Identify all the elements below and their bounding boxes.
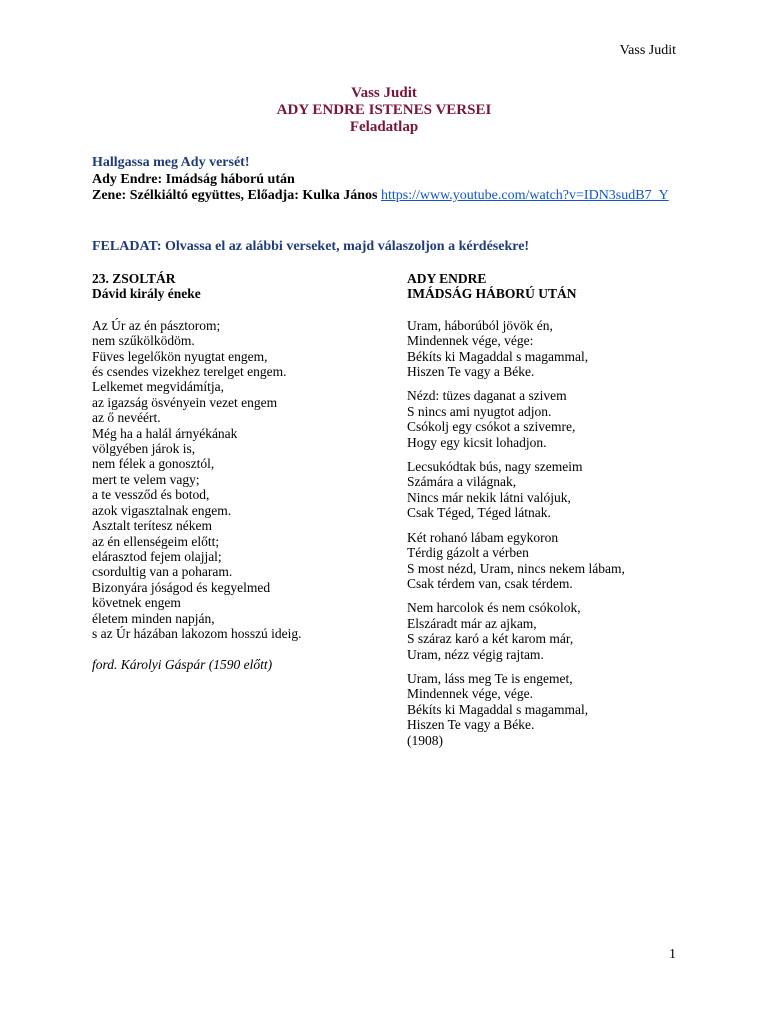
stanza bbox=[407, 530, 687, 592]
page-number: 1 bbox=[669, 947, 676, 962]
title-author: Vass Judit bbox=[351, 85, 417, 101]
stanza bbox=[407, 600, 687, 662]
title-main: ADY ENDRE ISTENES VERSEI bbox=[276, 102, 492, 118]
poem-line: nem szűkölködöm. bbox=[92, 333, 195, 349]
poem-line: nem félek a gonosztól, bbox=[92, 456, 215, 472]
ady-poem-author: ADY ENDRE bbox=[407, 271, 487, 286]
stanza bbox=[407, 318, 687, 380]
translator-credit: ford. Károlyi Gáspár (1590 előtt) bbox=[92, 657, 273, 673]
ady-poem-column bbox=[407, 271, 687, 757]
poem-reference: Ady Endre: Imádság háború után bbox=[92, 171, 295, 187]
header-author: Vass Judit bbox=[619, 43, 676, 58]
poem-line: az igazság ösvényein vezet engem bbox=[92, 394, 278, 410]
music-credit: Zene: Szélkiáltó együttes, Előadja: Kulka János bbox=[92, 188, 378, 203]
poem-line: Mindennek vége, vége. bbox=[407, 686, 533, 702]
poem-line: Lelkemet megvidámítja, bbox=[92, 379, 224, 395]
psalm-heading bbox=[92, 271, 382, 302]
poem-line: Hiszen Te vagy a Béke. bbox=[407, 717, 535, 733]
listen-instruction: Hallgassa meg Ady versét! bbox=[92, 155, 250, 170]
psalm-title: 23. ZSOLTÁR bbox=[92, 271, 176, 286]
poem-line: Békíts ki Magaddal s magammal, bbox=[407, 701, 589, 717]
poem-line: Csak térdem van, csak térdem. bbox=[407, 575, 573, 591]
stanza bbox=[407, 388, 687, 450]
ady-poem-heading bbox=[407, 271, 687, 302]
poem-line: Hiszen Te vagy a Béke. bbox=[407, 364, 535, 380]
poem-line: követnek engem bbox=[92, 595, 181, 611]
youtube-link[interactable]: https://www.youtube.com/watch?v=IDN3sudB7_Y bbox=[380, 188, 669, 203]
intro-block bbox=[92, 155, 682, 205]
poem-line: Nézd: tüzes daganat a szivem bbox=[407, 388, 567, 404]
poem-line: Az Úr az én pásztorom; bbox=[92, 317, 221, 333]
poem-line: Uram, nézz végig rajtam. bbox=[407, 646, 544, 662]
poem-line: az én ellenségeim előtt; bbox=[92, 533, 220, 549]
poem-line: Csókolj egy csókot a szivemre, bbox=[407, 419, 576, 435]
poem-line: Csak Téged, Téged látnak. bbox=[407, 505, 551, 521]
psalm-subtitle: Dávid király éneke bbox=[92, 286, 201, 302]
poem-line: Bizonyára jóságod és kegyelmed bbox=[92, 579, 271, 595]
poem-line: Elszáradt már az ajkam, bbox=[407, 615, 537, 631]
poem-line: Uram, láss meg Te is engemet, bbox=[407, 670, 573, 686]
poem-line: Térdig gázolt a vérben bbox=[407, 545, 529, 561]
document-title-block bbox=[0, 85, 768, 136]
poem-line: csordultig van a poharam. bbox=[92, 564, 233, 580]
poem-line: S most nézd, Uram, nincs nekem lábam, bbox=[407, 560, 625, 576]
poem-line: Számára a világnak, bbox=[407, 474, 517, 490]
poem-line: Lecsukódtak bús, nagy szemeim bbox=[407, 459, 583, 475]
title-sub: Feladatlap bbox=[349, 119, 419, 135]
poem-line: azok vigasztalnak engem. bbox=[92, 502, 232, 518]
stanza bbox=[407, 459, 687, 521]
task-instruction: FELADAT: Olvassa el az alábbi verseket, majd válaszoljon a kérdésekre! bbox=[92, 239, 530, 254]
poem-line: Békíts ki Magaddal s magammal, bbox=[407, 348, 589, 364]
poem-line: s az Úr házában lakozom hosszú ideig. bbox=[92, 625, 302, 641]
poem-line: Mindennek vége, vége: bbox=[407, 333, 534, 349]
poem-line: az ő nevéért. bbox=[92, 410, 161, 426]
music-line bbox=[92, 188, 682, 205]
poem-year: (1908) bbox=[407, 732, 443, 748]
poem-line: Még ha a halál árnyékának bbox=[92, 425, 238, 441]
poem-line: életem minden napján, bbox=[92, 610, 215, 626]
poem-line: S nincs ami nyugtot adjon. bbox=[407, 403, 552, 419]
poem-line: Füves legelőkön nyugtat engem, bbox=[92, 348, 268, 364]
psalm-text bbox=[92, 318, 382, 642]
poem-line: Nincs már nekik látni valójuk, bbox=[407, 489, 571, 505]
poem-line: és csendes vizekhez terelget engem. bbox=[92, 364, 287, 380]
poem-line: Asztalt terítesz nékem bbox=[92, 518, 212, 534]
poem-line: mert te velem vagy; bbox=[92, 471, 200, 487]
psalm-column bbox=[92, 271, 382, 673]
poem-line: Nem harcolok és nem csókolok, bbox=[407, 600, 581, 616]
ady-poem-title: IMÁDSÁG HÁBORÚ UTÁN bbox=[407, 286, 577, 302]
poem-line: a te vessződ és botod, bbox=[92, 487, 210, 503]
poem-line: S száraz karó a két karom már, bbox=[407, 631, 574, 647]
poem-line: elárasztod fejem olajjal; bbox=[92, 548, 222, 564]
poem-line: Uram, háborúból jövök én, bbox=[407, 317, 553, 333]
stanza bbox=[407, 671, 687, 748]
poem-line: völgyében járok is, bbox=[92, 441, 196, 457]
poem-line: Két rohanó lábam egykoron bbox=[407, 529, 559, 545]
poem-line: Hogy egy kicsit lohadjon. bbox=[407, 434, 547, 450]
